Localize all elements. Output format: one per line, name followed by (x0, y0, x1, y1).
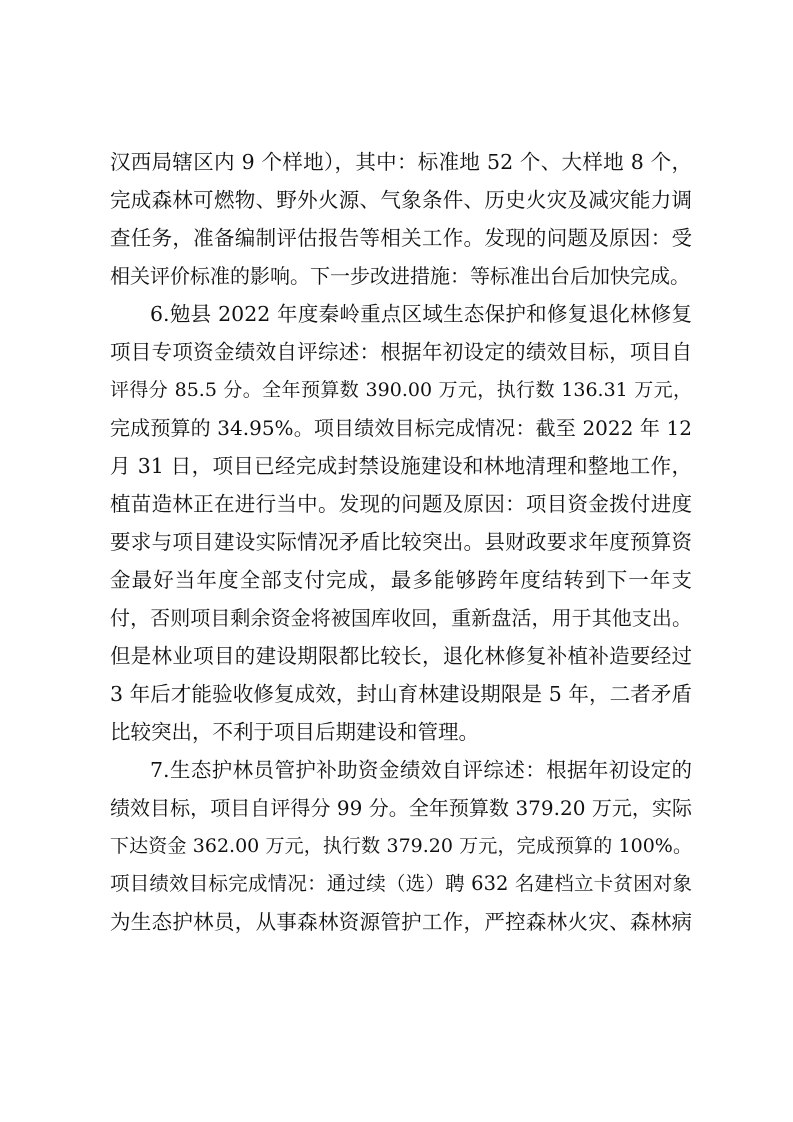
text-line: 3 年后才能验收修复成效，封山育林建设期限是 5 年，二者矛盾 (110, 682, 692, 706)
document-body (110, 143, 692, 941)
text-line: 评得分 85.5 分。全年预算数 390.00 万元，执行数 136.31 万元， (110, 379, 692, 401)
text-line: 6.勉县 2022 年度秦岭重点区域生态保护和修复退化林修复 (150, 302, 692, 326)
text-line: 项目专项资金绩效自评综述：根据年初设定的绩效目标，项目自 (110, 340, 692, 364)
text-line: 7.生态护林员管护补助资金绩效自评综述：根据年初设定的 (150, 758, 692, 782)
text-line: 汉西局辖区内 9 个样地），其中：标准地 52 个、大样地 8 个， (110, 150, 692, 174)
text-line: 完成预算的 34.95%。项目绩效目标完成情况：截至 2022 年 12 (110, 416, 692, 440)
text-line: 月 31 日，项目已经完成封禁设施建设和林地清理和整地工作， (110, 454, 692, 478)
text-line: 植苗造林正在进行当中。发现的问题及原因：项目资金拨付进度 (110, 492, 692, 516)
text-line: 绩效目标，项目自评得分 99 分。全年预算数 379.20 万元，实际 (110, 796, 692, 820)
text-line: 项目绩效目标完成情况：通过续（选）聘 632 名建档立卡贫困对象 (110, 872, 692, 895)
text-line: 但是林业项目的建设期限都比较长，退化林修复补植补造要经过 (110, 644, 692, 668)
paragraph-continuation (110, 143, 692, 295)
text-line: 金最好当年度全部支付完成，最多能够跨年度结转到下一年支 (110, 568, 692, 592)
paragraph-item-7 (110, 751, 692, 941)
text-line: 要求与项目建设实际情况矛盾比较突出。县财政要求年度预算资 (110, 530, 692, 554)
text-line: 付，否则项目剩余资金将被国库收回，重新盘活，用于其他支出。 (110, 606, 692, 630)
text-line: 相关评价标准的影响。下一步改进措施：等标准出台后加快完成。 (110, 264, 690, 288)
paragraph-item-6 (110, 295, 692, 751)
text-line: 查任务，准备编制评估报告等相关工作。发现的问题及原因：受 (110, 226, 692, 250)
text-line: 比较突出，不利于项目后期建设和管理。 (110, 720, 479, 744)
text-line: 下达资金 362.00 万元，执行数 379.20 万元，完成预算的 100%。 (110, 835, 692, 857)
text-line: 完成森林可燃物、野外火源、气象条件、历史火灾及减灾能力调 (110, 188, 692, 212)
text-line: 为生态护林员，从事森林资源管护工作，严控森林火灾、森林病 (110, 910, 692, 934)
